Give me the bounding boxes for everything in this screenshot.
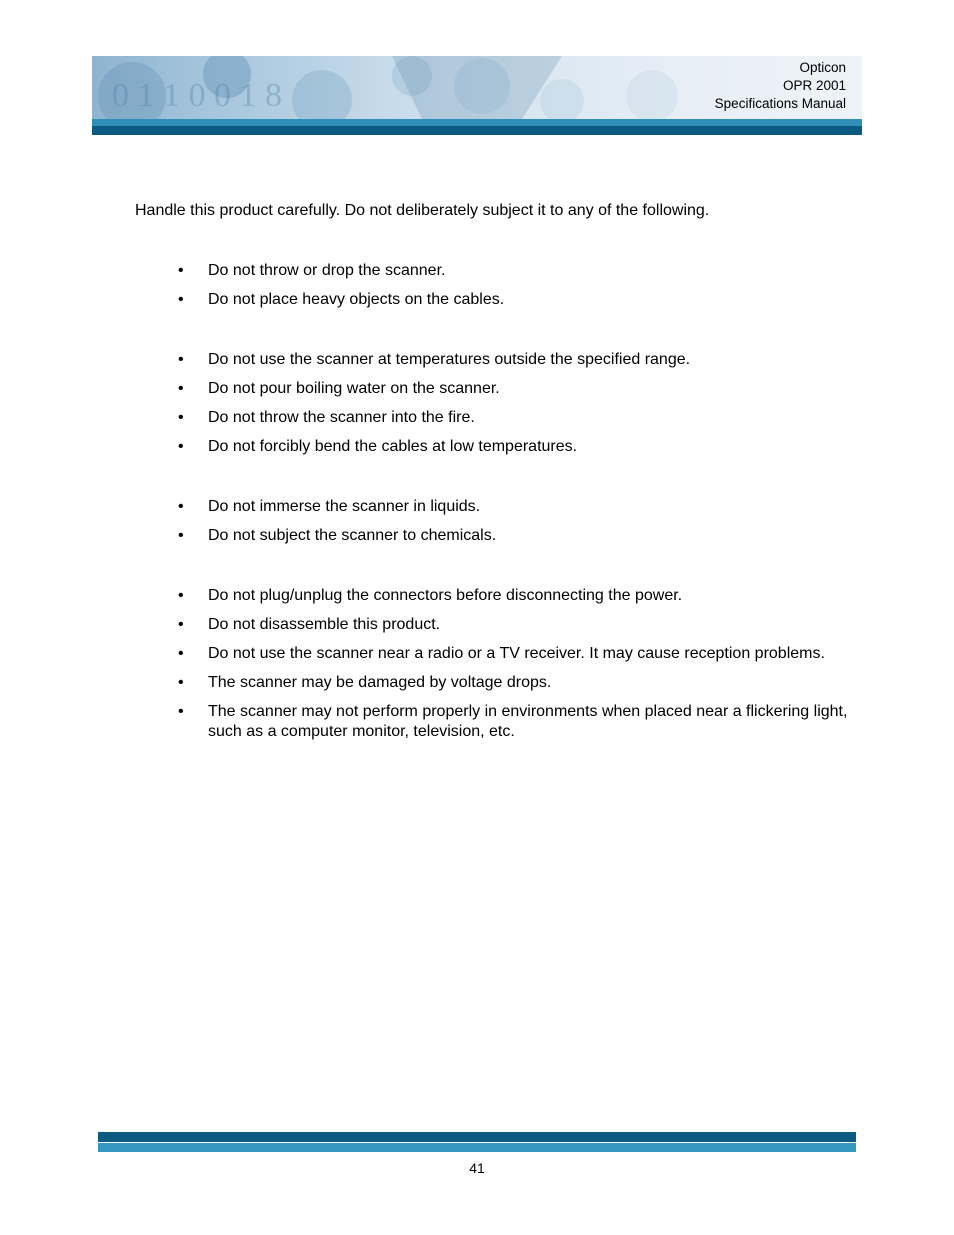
bullet-icon: • — [178, 291, 184, 308]
list-item-text: Do not plug/unplug the connectors before disconnecting the power. — [208, 587, 683, 604]
bullet-icon: • — [178, 351, 184, 368]
list-item-text: Do not forcibly bend the cables at low temperatures. — [208, 438, 578, 455]
list-item-text: Do not throw the scanner into the fire. — [208, 409, 475, 426]
header-model: OPR 2001 — [782, 78, 846, 93]
list-item-text: Do not subject the scanner to chemicals. — [208, 527, 497, 544]
bullet-icon: • — [178, 616, 184, 633]
header-band-light — [92, 119, 862, 126]
list-item-text: Do not disassemble this product. — [208, 616, 441, 633]
svg-text:0 1 1 0 0 1 8: 0 1 1 0 0 1 8 — [112, 77, 282, 114]
list-item — [178, 702, 858, 742]
bullet-icon: • — [178, 438, 184, 455]
list-item — [178, 408, 858, 428]
list-item — [178, 379, 858, 399]
list-item — [178, 615, 858, 635]
list-item — [178, 261, 858, 281]
list-item-text: Do not immerse the scanner in liquids. — [208, 498, 481, 515]
bullet-icon: • — [178, 498, 184, 515]
list-item-text: Do not use the scanner at temperatures outside the specified range. — [208, 351, 691, 368]
bullet-group-3 — [178, 497, 858, 555]
list-item — [178, 673, 858, 693]
header-band-dark — [92, 126, 862, 135]
bullet-icon: • — [178, 587, 184, 604]
page-number: 41 — [469, 1160, 485, 1176]
intro-paragraph: Handle this product carefully. Do not deliberately subject it to any of the following. — [135, 202, 710, 219]
footer-band-dark — [98, 1132, 856, 1142]
list-item — [178, 526, 858, 546]
bullet-group-1 — [178, 261, 858, 319]
footer-band-light — [98, 1143, 856, 1152]
list-item-text: The scanner may be damaged by voltage drops. — [208, 674, 552, 691]
header-text — [715, 59, 846, 113]
bullet-group-2 — [178, 350, 858, 466]
list-item — [178, 437, 858, 457]
list-item — [178, 290, 858, 310]
bullet-icon: • — [178, 262, 184, 279]
list-item-text: Do not pour boiling water on the scanner. — [208, 380, 500, 397]
bullet-group-4 — [178, 586, 858, 751]
bullet-icon: • — [178, 380, 184, 397]
bullet-icon: • — [178, 645, 184, 662]
bullet-icon: • — [178, 674, 184, 691]
bullet-icon: • — [178, 703, 184, 720]
bullet-icon: • — [178, 409, 184, 426]
header-doc-title: Specifications Manual — [714, 96, 846, 111]
header-company: Opticon — [799, 60, 846, 75]
list-item-text: Do not use the scanner near a radio or a TV receiver. It may cause reception problems. — [208, 645, 825, 662]
list-item — [178, 644, 858, 664]
header-banner — [92, 56, 862, 119]
list-item — [178, 586, 858, 606]
list-item-text: The scanner may not perform properly in environments when placed near a flickering light, such as a computer monitor, television, etc. — [208, 703, 848, 740]
list-item — [178, 497, 858, 517]
list-item-text: Do not place heavy objects on the cables. — [208, 291, 505, 308]
list-item-text: Do not throw or drop the scanner. — [208, 262, 446, 279]
list-item — [178, 350, 858, 370]
bullet-icon: • — [178, 527, 184, 544]
